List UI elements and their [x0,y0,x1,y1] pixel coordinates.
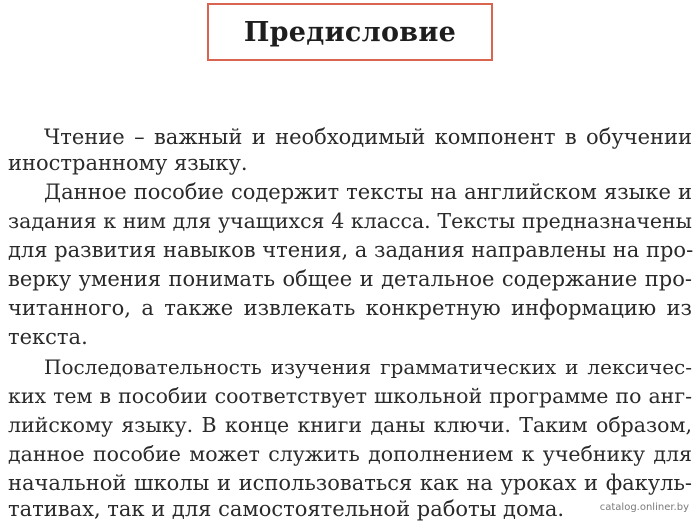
title-box [207,3,493,61]
text-line: задания к ним для учащихся 4 класса. Тексты предназначены [8,209,692,233]
text-line: Чтение – важный и необходимый компонент в обучении [44,125,692,149]
text-line: данное пособие может служить дополнением к учебнику для [8,442,692,466]
page-title: Предисловие [243,16,457,48]
text-line: тативах, так и для самостоятельной работы дома. [8,497,565,521]
text-line: иностранному языку. [8,151,248,175]
watermark: catalog.onliner.by [597,501,692,514]
text-line: текста. [8,325,88,349]
text-line: для развития навыков чтения, а задания направлены на про- [8,238,694,262]
text-line: ких тем в пособии соответствует школьной программе по анг- [8,384,692,408]
text-line: Данное пособие содержит тексты на английском языке и [44,180,692,204]
text-line: начальной школы и использоваться как на уроках и факуль- [8,471,692,495]
text-line: Последовательность изучения грамматических и лексичес- [44,355,692,379]
text-line: верку умения понимать общее и детальное содержание про- [8,267,692,291]
text-line: читанного, а также извлекать конкретную информацию из [8,296,692,320]
text-line: лийскому языку. В конце книги даны ключи. Таким образом, [8,413,692,437]
